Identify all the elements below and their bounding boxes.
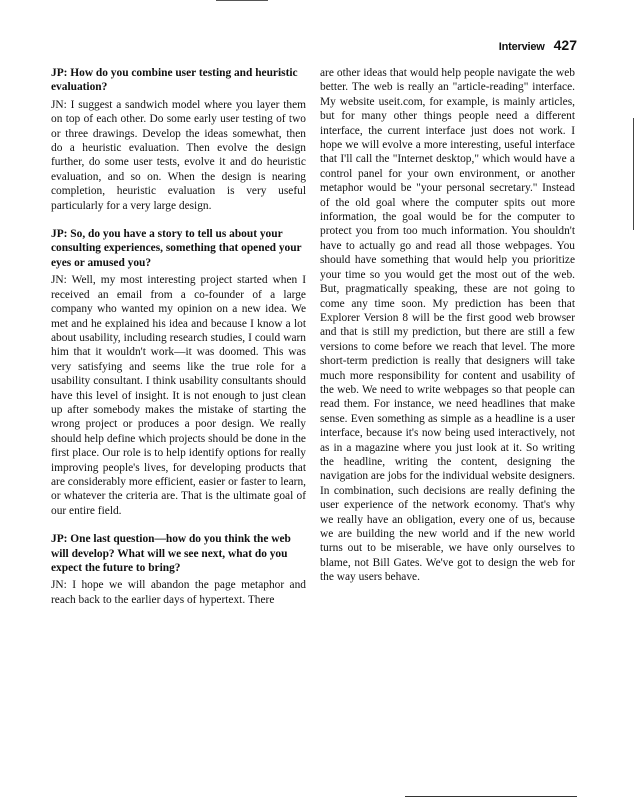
- answer-paragraph: JN: I hope we will abandon the page metaphor and reach back to the earlier days of hypertext. There: [51, 579, 306, 606]
- page-number: 427: [553, 37, 577, 53]
- question-heading: JP: One last question—how do you think the web will develop? What will we see next, what do you expect the future to bring?: [51, 533, 291, 574]
- bottom-rule: [405, 796, 577, 797]
- qa-block: [51, 532, 306, 607]
- section-name: Interview: [498, 41, 545, 53]
- right-column: [320, 66, 575, 585]
- qa-block: [51, 227, 306, 518]
- running-header: [499, 37, 577, 53]
- top-rule: [216, 0, 268, 1]
- answer-continuation: are other ideas that would help people navigate the web better. The web is really an "article-reading" interface. My website useit.com, for example, is mainly articles, but for many other things people need a different interface, the current interface just does not work. I hope we will evolve a more interesting, useful interface that I'll call the "Internet desktop," which would have a control panel for your own environment, or another metaphor would be "your personal secretary." Instead of the old goal where the computer spits out more information, the goal would be for the computer to protect you from too much information. You shouldn't have to actually go and read all those webpages. You should have something that would help you prioritize your time so you would get the most out of the web. But, pragmatically speaking, these are not going to come any time soon. My prediction has been that Explorer Version 8 will be the first good web browser and that is still my prediction, but there are still a few versions to come before we reach that level. The more short-term prediction is really that designers will take much more responsibility for content and usability of the web. We need to write webpages so that people can read them. For instance, we need headlines that make sense. Even something as simple as a headline is a user interface, because it's now being used interactively, not as in a magazine where you just look at it. So writing the headline, writing the content, designing the navigation are jobs for the individual website designers. In combination, such decisions are really defining the user experience of the network economy. That's why we really have an obligation, every one of us, because we are building the new world and if the new world turns out to be miserable, we have only ourselves to blame, not Bill Gates. We've got to design the web for the way users behave.: [320, 67, 575, 584]
- answer-paragraph: JN: I suggest a sandwich model where you layer them on top of each other. Do some early user testing of two or three drawings. Develop the ideas somewhat, then do a heuristic evaluation. Then evolve the design further, do some user tests, evolve it and do heuristic evaluation, and so on. When the design is nearing completion, heuristic evaluation is very useful particularly for a very large design.: [51, 98, 306, 212]
- edge-rule: [633, 118, 634, 230]
- question-heading: JP: How do you combine user testing and heuristic evaluation?: [51, 67, 298, 94]
- qa-block: [51, 66, 306, 213]
- answer-paragraph: JN: Well, my most interesting project started when I received an email from a co-founder of a large company who wanted my opinion on a new idea. We met and he explained his idea and because I know a lot about usability, including research studies, I could warn him that it wouldn't work—it was doomed. This was very satisfying and seems like the true role for a usability consultant. I think usability consultants should have this level of insight. It is not enough to just clean up after somebody makes the mistake of starting the wrong project or produces a poor design. We really should help define which projects should be done in the first place. Our role is to help identify options for really improving people's lives, for developing products that are considerably more efficient, easier or faster to learn, or whatever the criteria are. That is the ultimate goal of our entire field.: [51, 274, 306, 517]
- question-heading: JP: So, do you have a story to tell us about your consulting experiences, something that opened your eyes or amused you?: [51, 228, 302, 269]
- left-column: [51, 66, 306, 621]
